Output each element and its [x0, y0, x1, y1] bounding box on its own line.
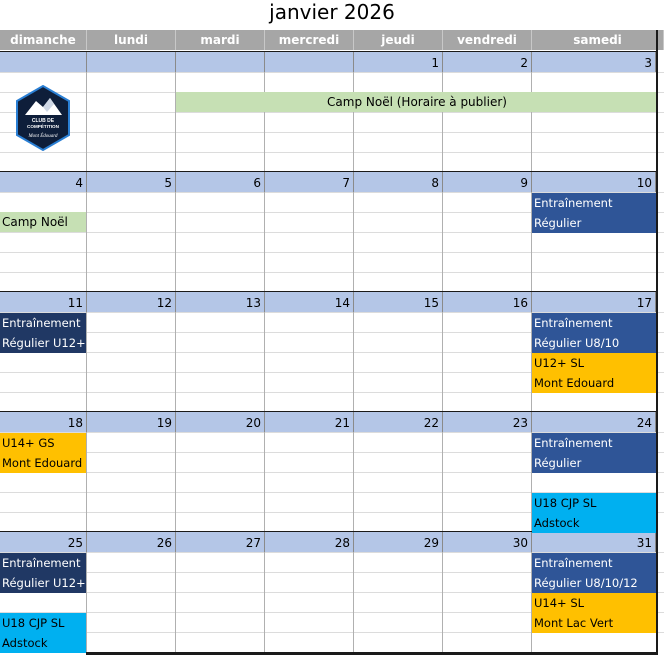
day-number-cell[interactable]: 13	[176, 292, 265, 312]
cell-gridline	[0, 252, 664, 253]
event-line: U14+ GS	[2, 436, 55, 450]
weekday-header-samedi: samedi	[532, 30, 664, 50]
event-line: Régulier	[534, 216, 582, 230]
club-logo	[16, 85, 70, 151]
weekday-header-mardi: mardi	[176, 30, 265, 50]
day-number-cell[interactable]: 16	[443, 292, 532, 312]
event-line: Adstock	[2, 636, 48, 650]
event-w4-sat-training[interactable]	[532, 553, 656, 593]
event-line: Régulier U12+	[2, 336, 86, 350]
day-number-cell[interactable]: 2	[443, 52, 532, 72]
event-line: Entraînement	[534, 436, 613, 450]
weekday-header-jeudi: jeudi	[354, 30, 443, 50]
day-number-cell[interactable]: 5	[87, 172, 176, 192]
weekday-header-lundi: lundi	[87, 30, 176, 50]
day-number-cell[interactable]: 17	[532, 292, 656, 312]
day-number-cell[interactable]	[176, 52, 265, 72]
event-w4-sat-race[interactable]	[532, 593, 656, 633]
day-number-cell[interactable]: 14	[265, 292, 354, 312]
day-number-cell[interactable]: 12	[87, 292, 176, 312]
day-number-cell[interactable]: 28	[265, 532, 354, 552]
day-number-cell[interactable]: 22	[354, 412, 443, 432]
day-number-cell[interactable]: 20	[176, 412, 265, 432]
event-line: Régulier U12+	[2, 576, 86, 590]
event-camp-noel-week1[interactable]	[0, 212, 86, 232]
cell-gridline	[0, 112, 664, 113]
cell-gridline	[0, 272, 664, 273]
day-number-cell[interactable]: 7	[265, 172, 354, 192]
event-w3-sun-race[interactable]	[0, 433, 86, 473]
event-w4-sun-training[interactable]	[0, 553, 86, 593]
calendar-title: janvier 2026	[269, 0, 395, 24]
day-number-cell[interactable]: 9	[443, 172, 532, 192]
logo-text-1: CLUB DE	[31, 118, 55, 124]
day-number-cell[interactable]: 23	[443, 412, 532, 432]
event-w4-sun-race[interactable]	[0, 613, 86, 653]
day-number-cell[interactable]	[87, 52, 176, 72]
event-line: Entraînement	[2, 316, 81, 330]
day-number-cell[interactable]: 1	[354, 52, 443, 72]
calendar-bottom-border	[86, 652, 658, 655]
cell-gridline	[0, 132, 664, 133]
day-number-cell[interactable]: 3	[532, 52, 656, 72]
day-number-cell[interactable]: 4	[0, 172, 87, 192]
event-line: U18 CJP SL	[534, 496, 597, 510]
event-line: U14+ SL	[534, 596, 585, 610]
day-number-cell[interactable]: 15	[354, 292, 443, 312]
day-number-cell[interactable]: 31	[532, 532, 656, 552]
cell-gridline	[0, 72, 664, 73]
logo-text-3: Mont Édouard	[28, 134, 58, 139]
event-w3-sat-training[interactable]	[532, 433, 656, 473]
event-line: Mont Lac Vert	[534, 616, 614, 630]
event-camp-noel-week0[interactable]	[176, 92, 656, 112]
day-number-cell[interactable]: 19	[87, 412, 176, 432]
day-number-cell[interactable]: 10	[532, 172, 656, 192]
event-w2-sun-training[interactable]	[0, 313, 86, 353]
event-line: Mont Edouard	[2, 456, 83, 470]
weekday-header-dimanche: dimanche	[0, 30, 87, 50]
event-line: Régulier U8/10/12	[534, 576, 638, 590]
weekday-header-vendredi: vendredi	[443, 30, 532, 50]
day-number-cell[interactable]: 18	[0, 412, 87, 432]
day-number-cell[interactable]: 27	[176, 532, 265, 552]
event-line: Adstock	[534, 516, 580, 530]
event-line: Mont Edouard	[534, 376, 615, 390]
event-label: Camp Noël	[2, 215, 68, 229]
event-line: Entraînement	[534, 316, 613, 330]
day-number-cell[interactable]	[265, 52, 354, 72]
logo-text-2: COMPÉTITION	[27, 124, 59, 129]
day-number-cell[interactable]: 25	[0, 532, 87, 552]
event-line: U18 CJP SL	[2, 616, 65, 630]
event-line: Régulier	[534, 456, 582, 470]
weekday-header-mercredi: mercredi	[265, 30, 354, 50]
event-line: Entraînement	[534, 556, 613, 570]
day-number-cell[interactable]: 26	[87, 532, 176, 552]
day-number-cell[interactable]: 29	[354, 532, 443, 552]
day-number-cell[interactable]: 6	[176, 172, 265, 192]
event-w2-sat-training[interactable]	[532, 313, 656, 353]
event-line: Régulier U8/10	[534, 336, 620, 350]
event-label: Camp Noël (Horaire à publier)	[327, 95, 507, 109]
cell-gridline	[0, 152, 664, 153]
day-number-cell[interactable]: 21	[265, 412, 354, 432]
day-number-cell[interactable]: 30	[443, 532, 532, 552]
calendar-right-border	[656, 30, 658, 653]
event-w2-sat-race[interactable]	[532, 353, 656, 393]
event-line: Entraînement	[534, 196, 613, 210]
day-number-cell[interactable]: 24	[532, 412, 656, 432]
day-number-cell[interactable]: 11	[0, 292, 87, 312]
event-line: Entraînement	[2, 556, 81, 570]
day-number-cell[interactable]	[0, 52, 87, 72]
event-line: U12+ SL	[534, 356, 585, 370]
event-w3-sat-race[interactable]	[532, 493, 656, 533]
event-w1-sat-training[interactable]	[532, 193, 656, 233]
day-number-cell[interactable]: 8	[354, 172, 443, 192]
